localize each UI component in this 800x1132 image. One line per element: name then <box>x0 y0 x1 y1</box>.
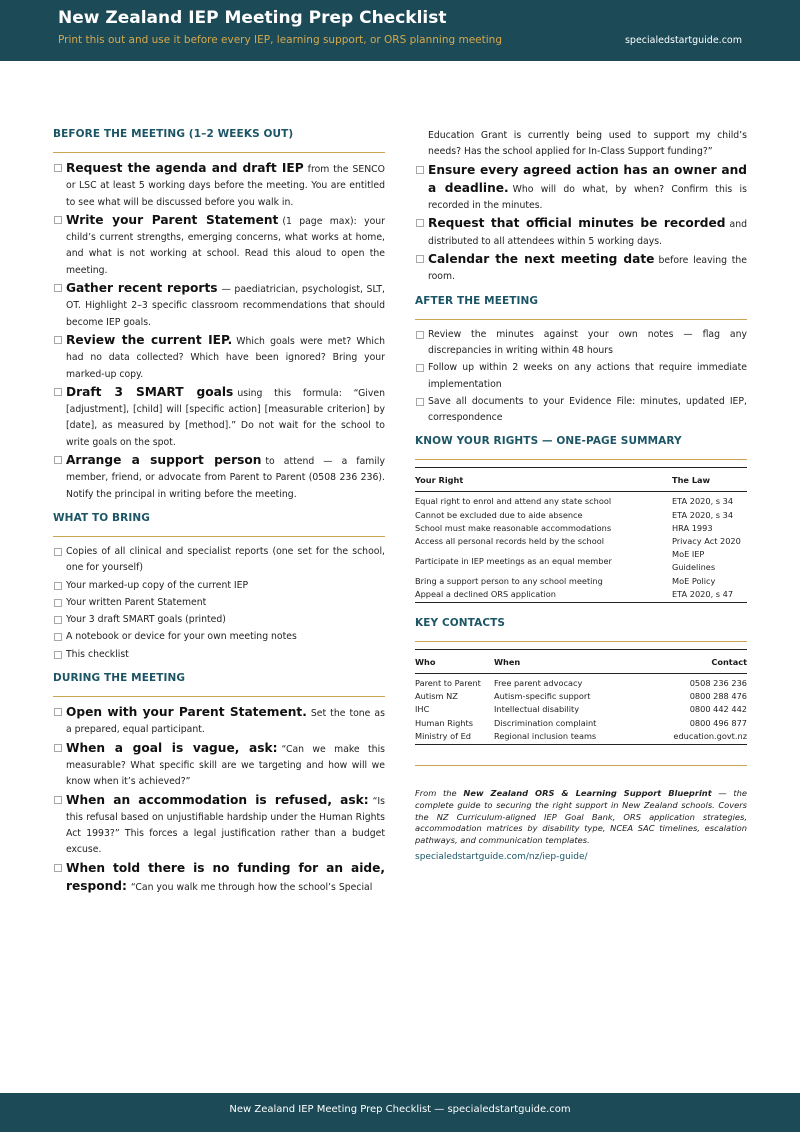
footer-text: New Zealand IEP Meeting Prep Checklist — specialedstartguide.com <box>229 1104 571 1115</box>
checklist-item-description: using this formula: “Given [adjustment], [child] will [specific action] [measurable criterion] by [date], as measured by [method].” Do not wait for the school to write goals on the spot. <box>66 387 385 448</box>
contacts-col-who: Who <box>415 650 494 674</box>
table-row <box>415 535 747 548</box>
rights-col-right: Your Right <box>415 468 672 492</box>
checklist-item <box>53 629 385 645</box>
checkbox-icon[interactable] <box>54 616 62 624</box>
checklist-item-text: Follow up within 2 weeks on any actions that require immediate implementation <box>428 362 747 390</box>
rights-cell-law: Privacy Act 2020 <box>672 536 741 547</box>
during-checklist <box>53 704 385 896</box>
checkbox-icon[interactable] <box>54 708 62 716</box>
checkbox-icon[interactable] <box>54 284 62 292</box>
page-footer <box>0 1093 800 1132</box>
checklist-item-title: Request that official minutes be recorded <box>428 216 726 231</box>
checklist-item <box>53 704 385 739</box>
contact-cell-contact: education.govt.nz <box>641 730 747 745</box>
checklist-item <box>53 332 385 383</box>
right-column <box>415 128 747 862</box>
checklist-item <box>53 860 385 897</box>
section-heading-bring: WHAT TO BRING <box>53 512 385 537</box>
checkbox-icon[interactable] <box>54 456 62 464</box>
checklist-item-title: When a goal is vague, ask: <box>66 740 278 755</box>
checklist-item-title: Ensure every agreed action has an owner and a deadline. <box>428 162 747 195</box>
checklist-item-description: Set the tone as a prepared, equal participant. <box>66 708 385 736</box>
checklist-item-text: Your written Parent Statement <box>66 596 207 608</box>
checklist-item <box>53 452 385 503</box>
checkbox-icon[interactable] <box>54 796 62 804</box>
endnote <box>415 765 747 862</box>
table-row <box>415 730 747 745</box>
contact-cell-who: Human Rights <box>415 717 473 728</box>
checklist-item-description: — paediatrician, psychologist, SLT, OT. Highlight 2–3 specific classroom recommendations that should become IEP goals. <box>66 284 385 328</box>
checkbox-icon[interactable] <box>416 219 424 227</box>
contact-cell-who: IHC <box>415 704 430 715</box>
checklist-item-text: This checklist <box>66 648 129 660</box>
table-row <box>415 674 747 691</box>
checklist-item-text: Review the minutes against your own notes — flag any discrepancies in writing within 48 hours <box>428 328 747 356</box>
checklist-item-title: Write your Parent Statement <box>66 212 279 227</box>
checklist-item-description: from the SENCO or LSC at least 5 working days before the meeting. You are entitled to see what will be discussed before you walk in. <box>66 164 385 208</box>
rights-cell-law: ETA 2020, s 47 <box>672 588 747 603</box>
checklist-item-title: Review the current IEP. <box>66 332 233 347</box>
checklist-item-text: A notebook or device for your own meeting notes <box>66 631 297 643</box>
checklist-item-text: Save all documents to your Evidence File: minutes, updated IEP, correspondence <box>428 395 747 424</box>
checkbox-icon[interactable] <box>54 336 62 344</box>
bring-checklist <box>53 544 385 663</box>
checklist-item <box>53 612 385 628</box>
table-row <box>415 509 747 522</box>
checklist-item <box>53 280 385 331</box>
checklist-item <box>53 740 385 791</box>
contact-cell-when: Autism-specific support <box>494 691 591 702</box>
contact-cell-contact: 0800 288 476 <box>689 691 747 702</box>
checklist-item <box>415 162 747 215</box>
checkbox-icon[interactable] <box>54 651 62 659</box>
checklist-item <box>415 215 747 250</box>
rights-cell-law: HRA 1993 <box>672 522 713 533</box>
header-site-link[interactable]: specialedstartguide.com <box>624 35 742 46</box>
checkbox-icon[interactable] <box>416 255 424 263</box>
rights-cell-law: ETA 2020, s 34 <box>672 509 734 520</box>
checklist-item <box>53 544 385 577</box>
contacts-table <box>415 649 747 745</box>
rights-cell-law: ETA 2020, s 34 <box>672 496 734 507</box>
page-subtitle: Print this out and use it before every IEP, learning support, or ORS planning meeting <box>58 34 502 46</box>
contact-cell-contact: 0800 496 877 <box>689 717 747 728</box>
checklist-item <box>53 578 385 594</box>
rights-cell-right: School must make reasonable accommodations <box>415 522 612 533</box>
contact-cell-when: Discrimination complaint <box>494 717 597 728</box>
checklist-item <box>415 327 747 360</box>
contact-cell-who: Ministry of Ed <box>415 730 494 745</box>
endnote-link[interactable]: specialedstartguide.com/nz/iep-guide/ <box>415 852 588 863</box>
contact-cell-contact: 0508 236 236 <box>689 678 747 689</box>
contact-cell-who: Autism NZ <box>415 691 458 702</box>
checklist-item <box>415 360 747 393</box>
checklist-item-title: Draft 3 SMART goals <box>66 384 234 399</box>
after-checklist <box>415 327 747 427</box>
checklist-item-title: Calendar the next meeting date <box>428 252 655 267</box>
during-checklist-continued <box>415 162 747 286</box>
checklist-item <box>53 792 385 859</box>
checkbox-icon[interactable] <box>416 364 424 372</box>
checklist-item <box>415 251 747 286</box>
rights-cell-right: Appeal a declined ORS application <box>415 588 672 603</box>
checklist-item-description: “Is this refusal based on unjustifiable hardship under the Human Rights Act 1993?” This forces a legal justification rather than a budget excuse. <box>66 795 385 856</box>
page-header <box>0 0 800 61</box>
checkbox-icon[interactable] <box>416 331 424 339</box>
checklist-item-description: and distributed to all attendees within 5 working days. <box>428 219 747 247</box>
section-heading-contacts: KEY CONTACTS <box>415 617 747 642</box>
section-heading-rights: KNOW YOUR RIGHTS — ONE-PAGE SUMMARY <box>415 435 747 460</box>
endnote-book-title: New Zealand ORS & Learning Support Blueprint <box>463 788 712 799</box>
rights-cell-law: MoE IEP Guidelines <box>672 549 716 573</box>
checklist-item-description: to attend — a family member, friend, or advocate from Parent to Parent (0508 236 236). Notify the principal in writing before the meeting. <box>66 456 385 500</box>
checklist-item <box>53 647 385 663</box>
section-heading-before: BEFORE THE MEETING (1–2 WEEKS OUT) <box>53 128 385 153</box>
contacts-col-contact: Contact <box>641 650 747 674</box>
checklist-item-title: Gather recent reports <box>66 281 218 296</box>
during-item-continuation: Education Grant is currently being used to support my child’s needs? Has the school applied for In-Class Support funding?” <box>428 130 747 158</box>
checkbox-icon[interactable] <box>54 216 62 224</box>
checkbox-icon[interactable] <box>54 633 62 641</box>
rights-cell-right: Access all personal records held by the school <box>415 536 605 547</box>
contact-cell-when: Free parent advocacy <box>494 678 583 689</box>
checklist-item-description: Which goals were met? Which had no data collected? Which have been ignored? Bring your marked-up copy. <box>66 335 385 380</box>
rights-col-law: The Law <box>672 468 747 492</box>
contacts-col-when: When <box>494 650 641 674</box>
endnote-prefix: From the <box>415 788 457 799</box>
table-row <box>415 492 747 509</box>
checkbox-icon[interactable] <box>54 548 62 556</box>
rights-cell-law: MoE Policy <box>672 575 716 586</box>
checklist-item-title: When an accommodation is refused, ask: <box>66 792 369 807</box>
contact-cell-who: Parent to Parent <box>415 678 481 689</box>
checklist-item-title: Request the agenda and draft IEP <box>66 161 304 175</box>
rights-cell-right: Cannot be excluded due to aide absence <box>415 509 583 520</box>
endnote-text <box>415 788 747 847</box>
section-heading-during: DURING THE MEETING <box>53 672 385 697</box>
checklist-item-title: Arrange a support person <box>66 453 262 468</box>
contact-cell-contact: 0800 442 442 <box>689 704 747 715</box>
checklist-item-description: before leaving the room. <box>428 255 747 283</box>
checklist-item-text: Copies of all clinical and specialist reports (one set for the school, one for yourself) <box>66 545 385 574</box>
checklist-item <box>53 212 385 279</box>
table-row <box>415 717 747 730</box>
rights-cell-right: Bring a support person to any school meeting <box>415 575 603 586</box>
checkbox-icon[interactable] <box>54 744 62 752</box>
checkbox-icon[interactable] <box>54 164 62 172</box>
before-checklist <box>53 160 385 503</box>
rights-table <box>415 467 747 603</box>
checklist-item <box>53 160 385 211</box>
endnote-description: — the complete guide to securing the right support in New Zealand schools. Covers the NZ Curriculum-aligned IEP Goal Bank, ORS application strategies, accommodation matrices by disability type, NCEA SAC timelines, escalation pathways, and communication templates. <box>415 788 747 846</box>
table-row <box>415 588 747 603</box>
table-row <box>415 548 747 574</box>
rights-cell-right: Equal right to enrol and attend any state school <box>415 496 612 507</box>
left-column <box>53 128 385 897</box>
checkbox-icon[interactable] <box>416 166 424 174</box>
checkbox-icon[interactable] <box>54 388 62 396</box>
table-row <box>415 703 747 716</box>
checklist-item-description: Who will do what, by when? Confirm this is recorded in the minutes. <box>428 183 747 212</box>
page-title: New Zealand IEP Meeting Prep Checklist <box>58 8 447 28</box>
checklist-item-title: Open with your Parent Statement. <box>66 705 307 720</box>
checklist-item-description: “Can we make this measurable? What specific skill are we targeting and how will we know when it’s achieved?” <box>66 743 386 788</box>
checkbox-icon[interactable] <box>54 864 62 872</box>
checklist-item <box>415 394 747 427</box>
section-heading-after: AFTER THE MEETING <box>415 295 747 320</box>
table-row <box>415 690 747 703</box>
checklist-item-description: (1 page max): your child’s current strengths, emerging concerns, what works at home, and what is not working at school. Read this aloud to open the meeting. <box>66 215 385 276</box>
contact-cell-when: Intellectual disability <box>494 704 580 715</box>
contact-cell-when: Regional inclusion teams <box>494 730 641 745</box>
rights-cell-right: Participate in IEP meetings as an equal member <box>415 555 612 566</box>
checklist-item-text: Your 3 draft SMART goals (printed) <box>66 614 226 626</box>
checkbox-icon[interactable] <box>416 398 424 406</box>
checklist-item-description: “Can you walk me through how the school’s Special <box>130 881 373 893</box>
table-row <box>415 575 747 588</box>
table-row <box>415 522 747 535</box>
checklist-item <box>53 595 385 611</box>
checklist-item-title: When told there is no funding for an aide, respond: <box>66 860 385 893</box>
checkbox-icon[interactable] <box>54 599 62 607</box>
checklist-item <box>53 384 385 451</box>
checkbox-icon[interactable] <box>54 582 62 590</box>
checklist-item-text: Your marked-up copy of the current IEP <box>66 579 249 591</box>
